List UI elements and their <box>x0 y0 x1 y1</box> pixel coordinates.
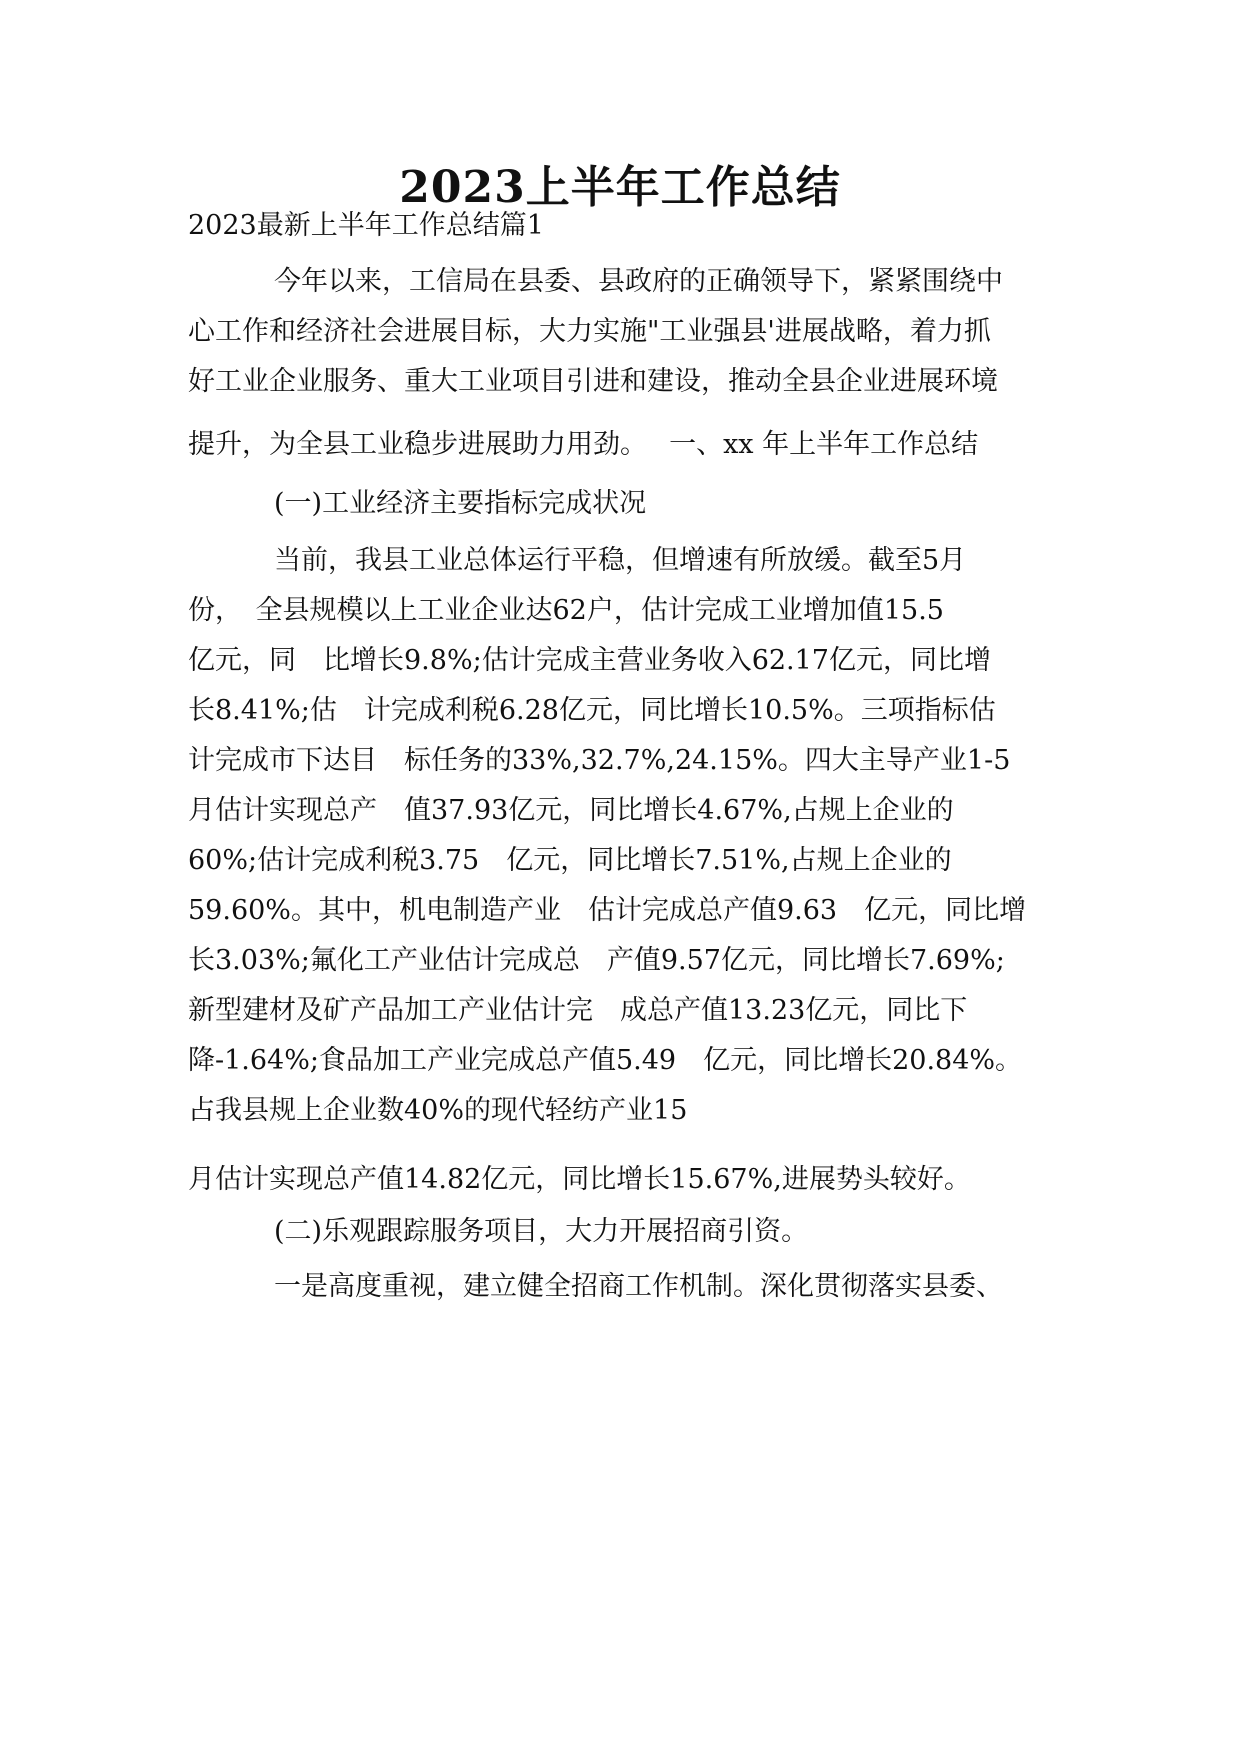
section-heading: 2023最新上半年工作总结篇1 <box>188 210 544 241</box>
paragraph-line: 亿元，同 比增长9.8%;估计完成主营业务收入62.17亿元，同比增 <box>188 645 991 676</box>
paragraph-line: 月估计实现总产值14.82亿元，同比增长15.67%,进展势头较好。 <box>188 1164 971 1195</box>
paragraph-line: 59.60%。其中，机电制造产业 估计完成总产值9.63 亿元，同比增 <box>188 895 1027 926</box>
paragraph-line: 当前，我县工业总体运行平稳，但增速有所放缓。截至5月 <box>274 545 967 576</box>
paragraph-line: 长3.03%;氟化工产业估计完成总 产值9.57亿元，同比增长7.69%; <box>188 945 1005 976</box>
paragraph-line: 月估计实现总产 值37.93亿元，同比增长4.67%,占规上企业的 <box>188 795 954 826</box>
paragraph-line: 60%;估计完成利税3.75 亿元，同比增长7.51%,占规上企业的 <box>188 845 952 876</box>
paragraph-line: 长8.41%;估 计完成利税6.28亿元，同比增长10.5%。三项指标估 <box>188 695 996 726</box>
subheading-line: (二)乐观跟踪服务项目，大力开展招商引资。 <box>274 1216 809 1247</box>
paragraph-line: 提升，为全县工业稳步进展助力用劲。 一、xx 年上半年工作总结 <box>188 429 979 460</box>
paragraph-line: 份， 全县规模以上工业企业达62户，估计完成工业增加值15.5 <box>188 595 944 626</box>
subheading-line: (一)工业经济主要指标完成状况 <box>274 488 647 519</box>
paragraph-line: 降-1.64%;食品加工产业完成总产值5.49 亿元，同比增长20.84%。 <box>188 1045 1023 1076</box>
paragraph-line: 一是高度重视，建立健全招商工作机制。深化贯彻落实县委、 <box>274 1271 1003 1302</box>
page-title: 2023上半年工作总结 <box>399 162 841 213</box>
paragraph-line: 今年以来，工信局在县委、县政府的正确领导下，紧紧围绕中 <box>274 266 1003 297</box>
paragraph-line: 心工作和经济社会进展目标，大力实施"工业强县'进展战略，着力抓 <box>188 316 991 347</box>
paragraph-line: 计完成市下达目 标任务的33%,32.7%,24.15%。四大主导产业1-5 <box>188 745 1011 776</box>
paragraph-line: 新型建材及矿产品加工产业估计完 成总产值13.23亿元，同比下 <box>188 995 968 1026</box>
paragraph-line: 占我县规上企业数40%的现代轻纺产业15 <box>188 1095 688 1126</box>
paragraph-line: 好工业企业服务、重大工业项目引进和建设，推动全县企业进展环境 <box>188 366 998 397</box>
